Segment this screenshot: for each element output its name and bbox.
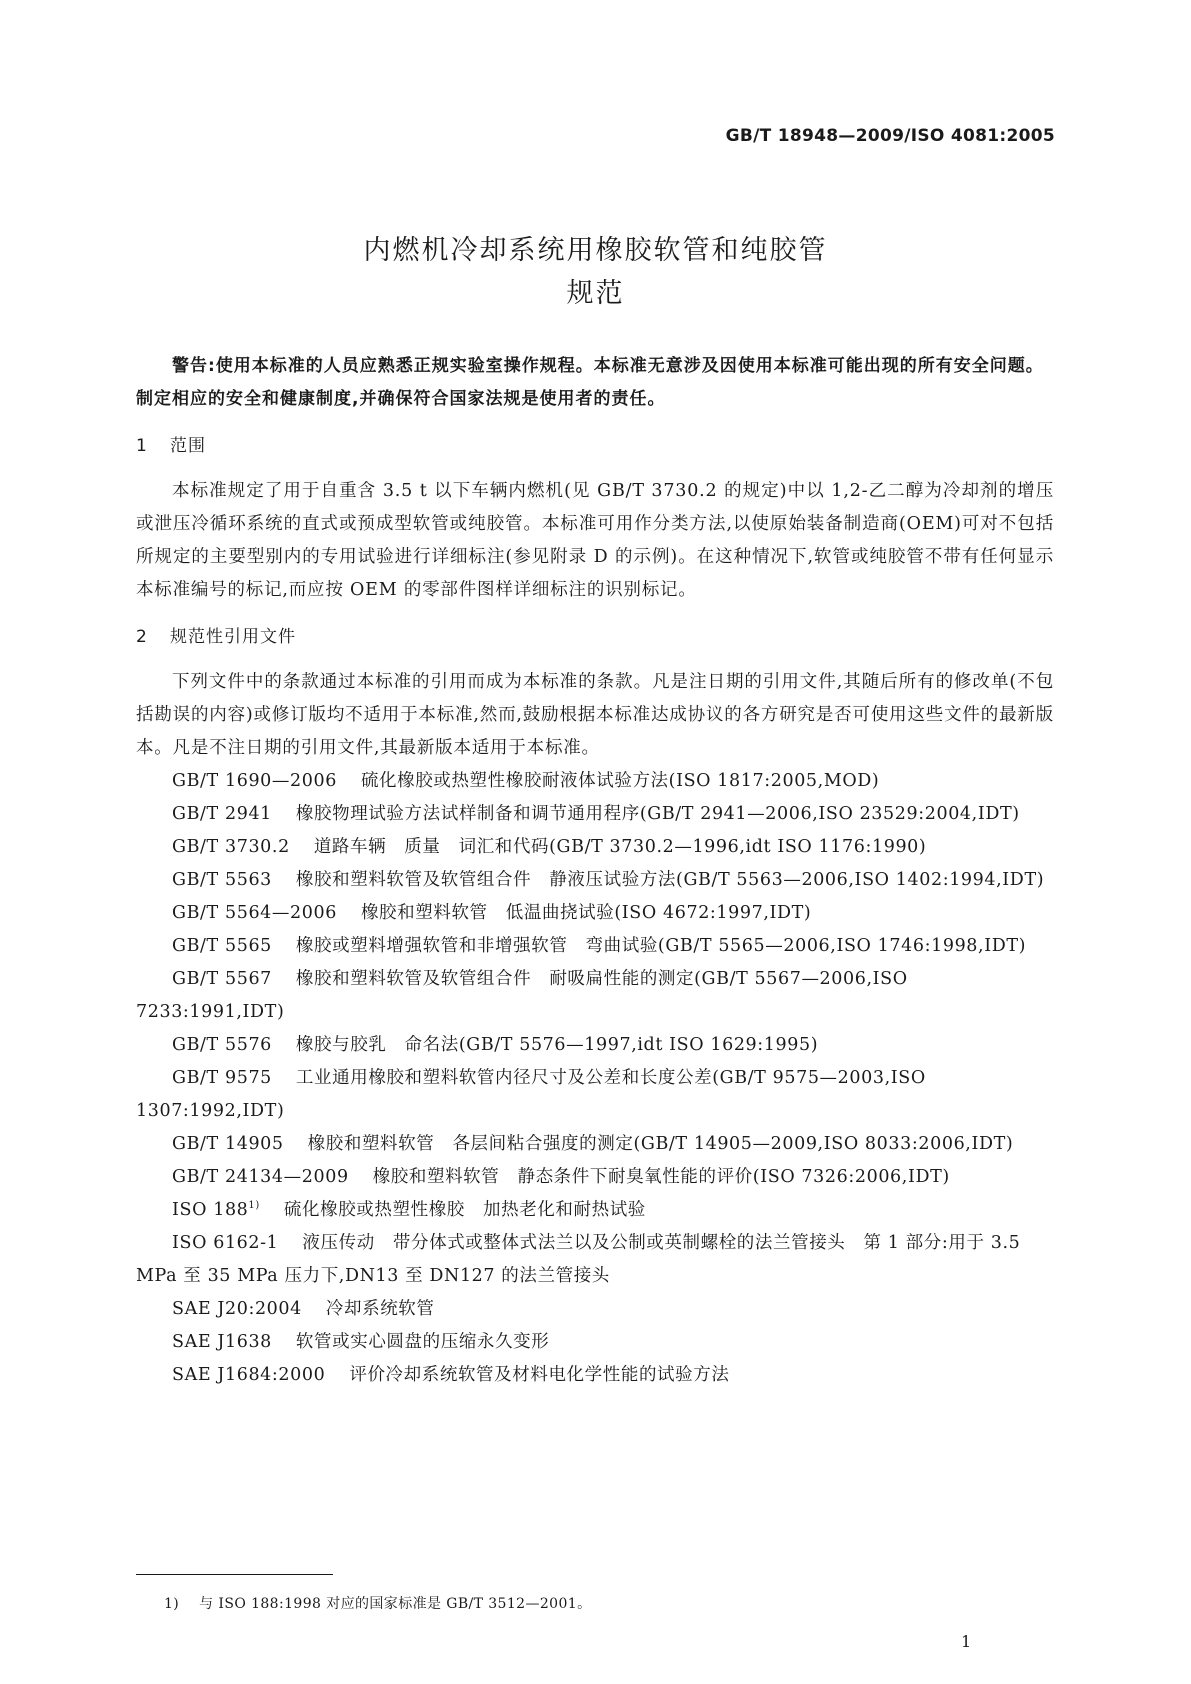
reference-title: 软管或实心圆盘的压缩永久变形 [295,1332,550,1352]
reference-title: 橡胶和塑料软管 低温曲挠试验(ISO 4672:1997,IDT) [360,903,812,923]
reference-title: 硫化橡胶或热塑性橡胶 加热老化和耐热试验 [283,1200,646,1220]
reference-code: ISO 188 [172,1200,249,1220]
reference-item [136,1194,1054,1227]
reference-title: 道路车辆 质量 词汇和代码(GB/T 3730.2—1996,idt ISO 1176:1990) [313,837,927,857]
reference-code: GB/T 1690—2006 [172,771,337,791]
reference-title: 冷却系统软管 [325,1299,435,1319]
footnote-mark: 1) [164,1596,180,1612]
page-number: 1 [961,1632,972,1651]
reference-item [136,1128,1054,1161]
reference-item [136,1062,1054,1128]
reference-code: GB/T 3730.2 [172,837,290,857]
reference-code: SAE J1684:2000 [172,1365,326,1385]
footnote-text: 与 ISO 188:1998 对应的国家标准是 GB/T 3512—2001。 [199,1596,592,1612]
section-2-title: 规范性引用文件 [170,627,296,647]
reference-title: 橡胶和塑料软管 静态条件下耐臭氧性能的评价(ISO 7326:2006,IDT) [372,1167,950,1187]
reference-title: 橡胶和塑料软管及软管组合件 耐吸扁性能的测定(GB/T 5567—2006,ISO 7233:1991,IDT) [136,969,908,1022]
reference-item [136,765,1054,798]
reference-item [136,1227,1054,1293]
reference-list [136,765,1054,1392]
reference-code: GB/T 5567 [172,969,272,989]
footnote-marker: 1) [248,1200,260,1212]
reference-item [136,1326,1054,1359]
footnote [164,1593,591,1613]
reference-code: GB/T 24134—2009 [172,1167,349,1187]
reference-title: 评价冷却系统软管及材料电化学性能的试验方法 [349,1365,730,1385]
reference-item [136,864,1054,897]
section-2-number: 2 [136,627,148,647]
reference-title: 橡胶与胶乳 命名法(GB/T 5576—1997,idt ISO 1629:1995) [295,1035,819,1055]
standard-number: GB/T 18948—2009/ISO 4081:2005 [725,126,1055,146]
section-2-text: 下列文件中的条款通过本标准的引用而成为本标准的条款。凡是注日期的引用文件,其随后所有的修改单(不包括勘误的内容)或修订版均不适用于本标准,然而,鼓励根据本标准达成协议的各方研究是否可使用这些文件的最新版本。凡是不注日期的引用文件,其最新版本适用于本标准。 [136,672,1054,758]
reference-item [136,1161,1054,1194]
section-1-number: 1 [136,436,148,456]
reference-item [136,897,1054,930]
reference-code: SAE J1638 [172,1332,272,1352]
section-1-title: 范围 [170,436,206,456]
reference-item [136,831,1054,864]
reference-code: ISO 6162-1 [172,1233,279,1253]
reference-title: 硫化橡胶或热塑性橡胶耐液体试验方法(ISO 1817:2005,MOD) [360,771,880,791]
reference-code: GB/T 5564—2006 [172,903,337,923]
reference-item [136,1359,1054,1392]
reference-code: GB/T 9575 [172,1068,272,1088]
document-subtitle: 规范 [566,278,625,309]
reference-code: GB/T 5565 [172,936,272,956]
document-body [136,350,1054,1392]
reference-title: 工业通用橡胶和塑料软管内径尺寸及公差和长度公差(GB/T 9575—2003,ISO 1307:1992,IDT) [136,1068,926,1121]
reference-item [136,930,1054,963]
reference-item [136,963,1054,1029]
reference-code: GB/T 5563 [172,870,272,890]
section-2-heading [136,621,1054,654]
footnote-divider [136,1574,333,1575]
section-1-heading [136,430,1054,463]
reference-item [136,1293,1054,1326]
reference-title: 橡胶物理试验方法试样制备和调节通用程序(GB/T 2941—2006,ISO 23529:2004,IDT) [295,804,1020,824]
reference-item [136,1029,1054,1062]
reference-title: 橡胶和塑料软管及软管组合件 静液压试验方法(GB/T 5563—2006,ISO 1402:1994,IDT) [295,870,1045,890]
reference-title: 橡胶或塑料增强软管和非增强软管 弯曲试验(GB/T 5565—2006,ISO 1746:1998,IDT) [295,936,1027,956]
reference-code: GB/T 2941 [172,804,272,824]
section-1-text: 本标准规定了用于自重含 3.5 t 以下车辆内燃机(见 GB/T 3730.2 的规定)中以 1,2-乙二醇为冷却剂的增压或泄压冷循环系统的直式或预成型软管或纯胶管。本标准可用作分类方法,以使原始装备制造商(OEM)可对不包括所规定的主要型别内的专用试验进行详细标注(参见附录 D 的示例)。在这种情况下,软管或纯胶管不带有任何显示本标准编号的标记,而应按 OEM 的零部件图样详细标注的识别标记。 [136,481,1054,600]
reference-title: 橡胶和塑料软管 各层间粘合强度的测定(GB/T 14905—2009,ISO 8033:2006,IDT) [307,1134,1014,1154]
reference-title: 液压传动 带分体式或整体式法兰以及公制或英制螺栓的法兰管接头 第 1 部分:用于 3.5 MPa 至 35 MPa 压力下,DN13 至 DN127 的法兰管接头 [136,1233,1021,1286]
document-title: 内燃机冷却系统用橡胶软管和纯胶管 [363,235,828,266]
reference-item [136,798,1054,831]
reference-code: GB/T 14905 [172,1134,284,1154]
reference-code: SAE J20:2004 [172,1299,302,1319]
warning-paragraph: 警告:使用本标准的人员应熟悉正规实验室操作规程。本标准无意涉及因使用本标准可能出现的所有安全问题。制定相应的安全和健康制度,并确保符合国家法规是使用者的责任。 [136,356,1044,409]
reference-code: GB/T 5576 [172,1035,272,1055]
